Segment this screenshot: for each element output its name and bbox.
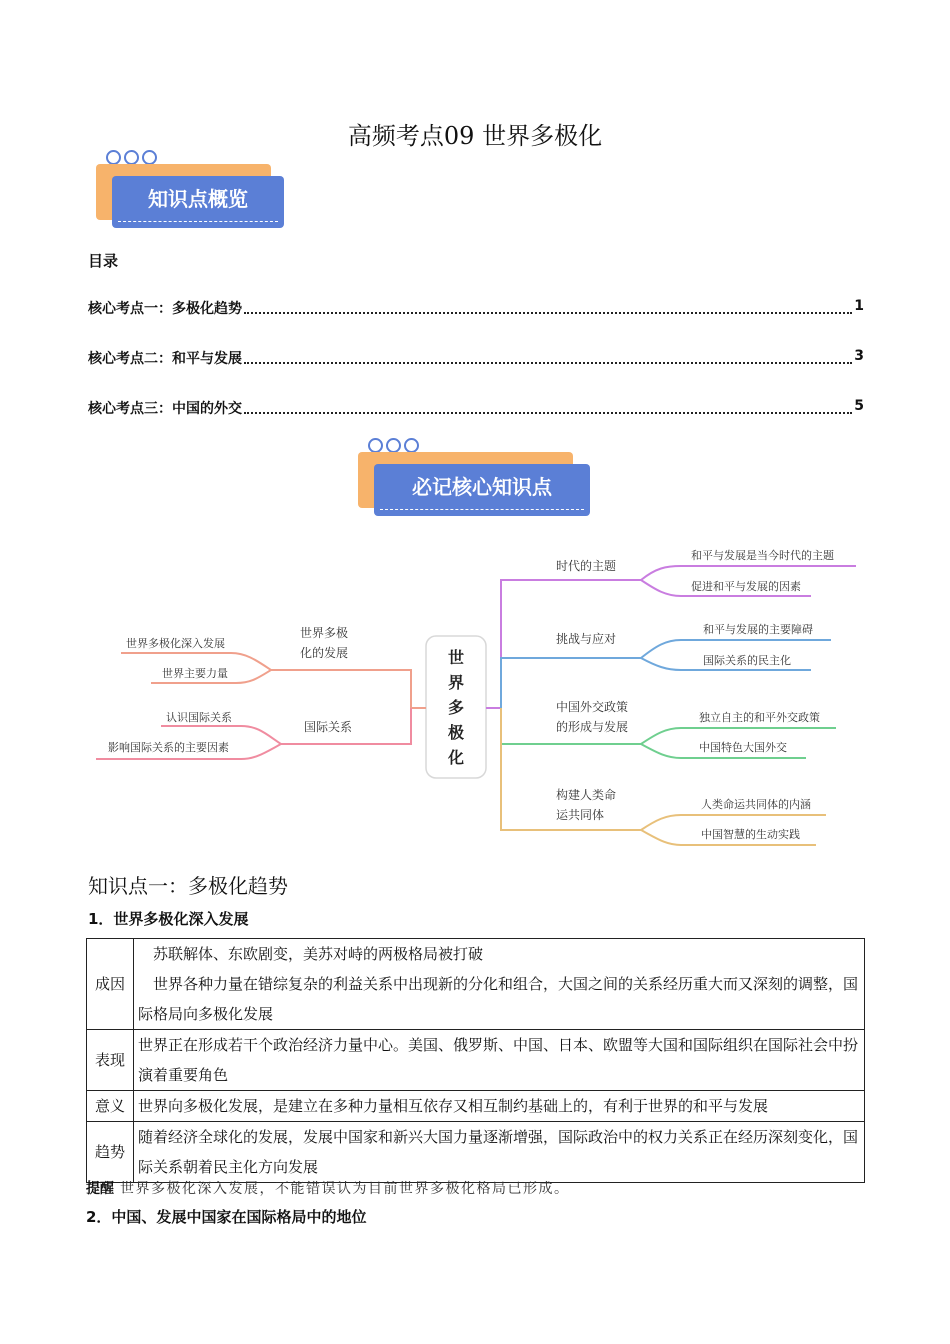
mindmap-leaf-label: 人类命运共同体的内涵 bbox=[701, 798, 811, 811]
summary-table bbox=[86, 938, 865, 1183]
mindmap-leaf-label: 认识国际关系 bbox=[166, 711, 232, 724]
overview-badge-label: 知识点概览 bbox=[112, 176, 284, 228]
mindmap-leaf-label: 世界多极化深入发展 bbox=[126, 637, 225, 650]
section-title: 知识点一：多极化趋势 bbox=[88, 874, 288, 898]
row-header: 意义 bbox=[87, 1091, 134, 1122]
mindmap-branch-label: 挑战与应对 bbox=[556, 632, 617, 646]
mindmap-link bbox=[641, 566, 856, 580]
mindmap-leaf-label: 中国特色大国外交 bbox=[699, 741, 787, 754]
binder-rings-icon bbox=[368, 438, 422, 452]
mindmap-leaf-label: 和平与发展是当今时代的主题 bbox=[691, 549, 834, 562]
reminder-note bbox=[86, 1178, 570, 1198]
toc-item-2[interactable] bbox=[88, 348, 864, 368]
row-content: 随着经济全球化的发展，发展中国家和新兴大国力量逐渐增强，国际政治中的权力关系正在经历深刻变化，国际关系朝着民主化方向发展 bbox=[134, 1122, 865, 1183]
mindmap-leaf-label: 和平与发展的主要障碍 bbox=[703, 623, 813, 636]
toc-item-label: 核心考点二：和平与发展 bbox=[88, 351, 242, 367]
toc-item-label: 核心考点一：多极化趋势 bbox=[88, 301, 242, 317]
mindmap-branch-label: 中国外交政策 bbox=[556, 700, 629, 714]
toc-item-page: 1 bbox=[854, 298, 864, 314]
mindmap-leaf-label: 促进和平与发展的因素 bbox=[691, 580, 801, 593]
toc-item-label: 核心考点三：中国的外交 bbox=[88, 401, 242, 417]
row-header: 表现 bbox=[87, 1030, 134, 1091]
subsection-heading: 2．中国、发展中国家在国际格局中的地位 bbox=[86, 1208, 367, 1226]
subsection-heading: 1．世界多极化深入发展 bbox=[88, 910, 249, 928]
table-row bbox=[87, 939, 865, 1030]
mindmap-branch-label: 世界多极 bbox=[300, 626, 349, 640]
mindmap-center-char: 多 bbox=[447, 698, 465, 717]
binder-rings-icon bbox=[106, 150, 160, 164]
mindmap-branch-label: 的形成与发展 bbox=[556, 720, 629, 734]
cell-line: 世界各种力量在错综复杂的利益关系中出现新的分化和组合，大国之间的关系经历重大而又深刻的调整，国际格局向多极化发展 bbox=[138, 975, 859, 1023]
row-header: 成因 bbox=[87, 939, 134, 1030]
reminder-text: 世界多极化深入发展，不能错误认为目前世界多极化格局已形成。 bbox=[120, 1181, 570, 1197]
row-content: 世界正在形成若干个政治经济力量中心。美国、俄罗斯、中国、日本、欧盟等大国和国际组织在国际社会中扮演着重要角色 bbox=[134, 1030, 865, 1091]
toc-item-page: 5 bbox=[854, 398, 864, 414]
mindmap-leaf-label: 世界主要力量 bbox=[162, 667, 228, 680]
mindmap-leaf-label: 影响国际关系的主要因素 bbox=[108, 741, 229, 754]
cell-line: 苏联解体、东欧剧变，美苏对峙的两极格局被打破 bbox=[153, 945, 484, 963]
mindmap-center-char: 化 bbox=[447, 748, 465, 767]
mindmap-branch-label: 化的发展 bbox=[300, 646, 349, 660]
mindmap-leaf-label: 国际关系的民主化 bbox=[703, 654, 791, 667]
row-content bbox=[134, 939, 865, 1030]
mindmap-center-char: 世 bbox=[447, 648, 465, 667]
overview-badge bbox=[96, 150, 296, 230]
toc-item-page: 3 bbox=[854, 348, 864, 364]
mindmap-link bbox=[271, 670, 426, 708]
mindmap-branch-label: 构建人类命 bbox=[556, 788, 617, 802]
toc-item-1[interactable] bbox=[88, 298, 864, 318]
toc-heading: 目录 bbox=[88, 252, 119, 270]
table-row bbox=[87, 1091, 865, 1122]
toc-item-3[interactable] bbox=[88, 398, 864, 418]
mind-map bbox=[86, 530, 866, 860]
mindmap-branch-label: 国际关系 bbox=[304, 720, 353, 734]
mindmap-branch-label: 运共同体 bbox=[556, 808, 605, 822]
core-badge-label: 必记核心知识点 bbox=[374, 464, 590, 516]
table-row bbox=[87, 1122, 865, 1183]
page-title: 高频考点09 世界多极化 bbox=[347, 122, 603, 150]
mindmap-leaf-label: 中国智慧的生动实践 bbox=[701, 828, 800, 841]
mindmap-center-char: 界 bbox=[447, 673, 465, 692]
core-badge bbox=[358, 438, 598, 518]
reminder-label: 提醒 bbox=[86, 1181, 114, 1197]
mindmap-center-char: 极 bbox=[447, 723, 465, 742]
row-content: 世界向多极化发展，是建立在多种力量相互依存又相互制约基础上的，有利于世界的和平与发展 bbox=[134, 1091, 865, 1122]
mindmap-branch-label: 时代的主题 bbox=[556, 559, 617, 573]
row-header: 趋势 bbox=[87, 1122, 134, 1183]
table-row bbox=[87, 1030, 865, 1091]
mindmap-leaf-label: 独立自主的和平外交政策 bbox=[699, 711, 820, 724]
